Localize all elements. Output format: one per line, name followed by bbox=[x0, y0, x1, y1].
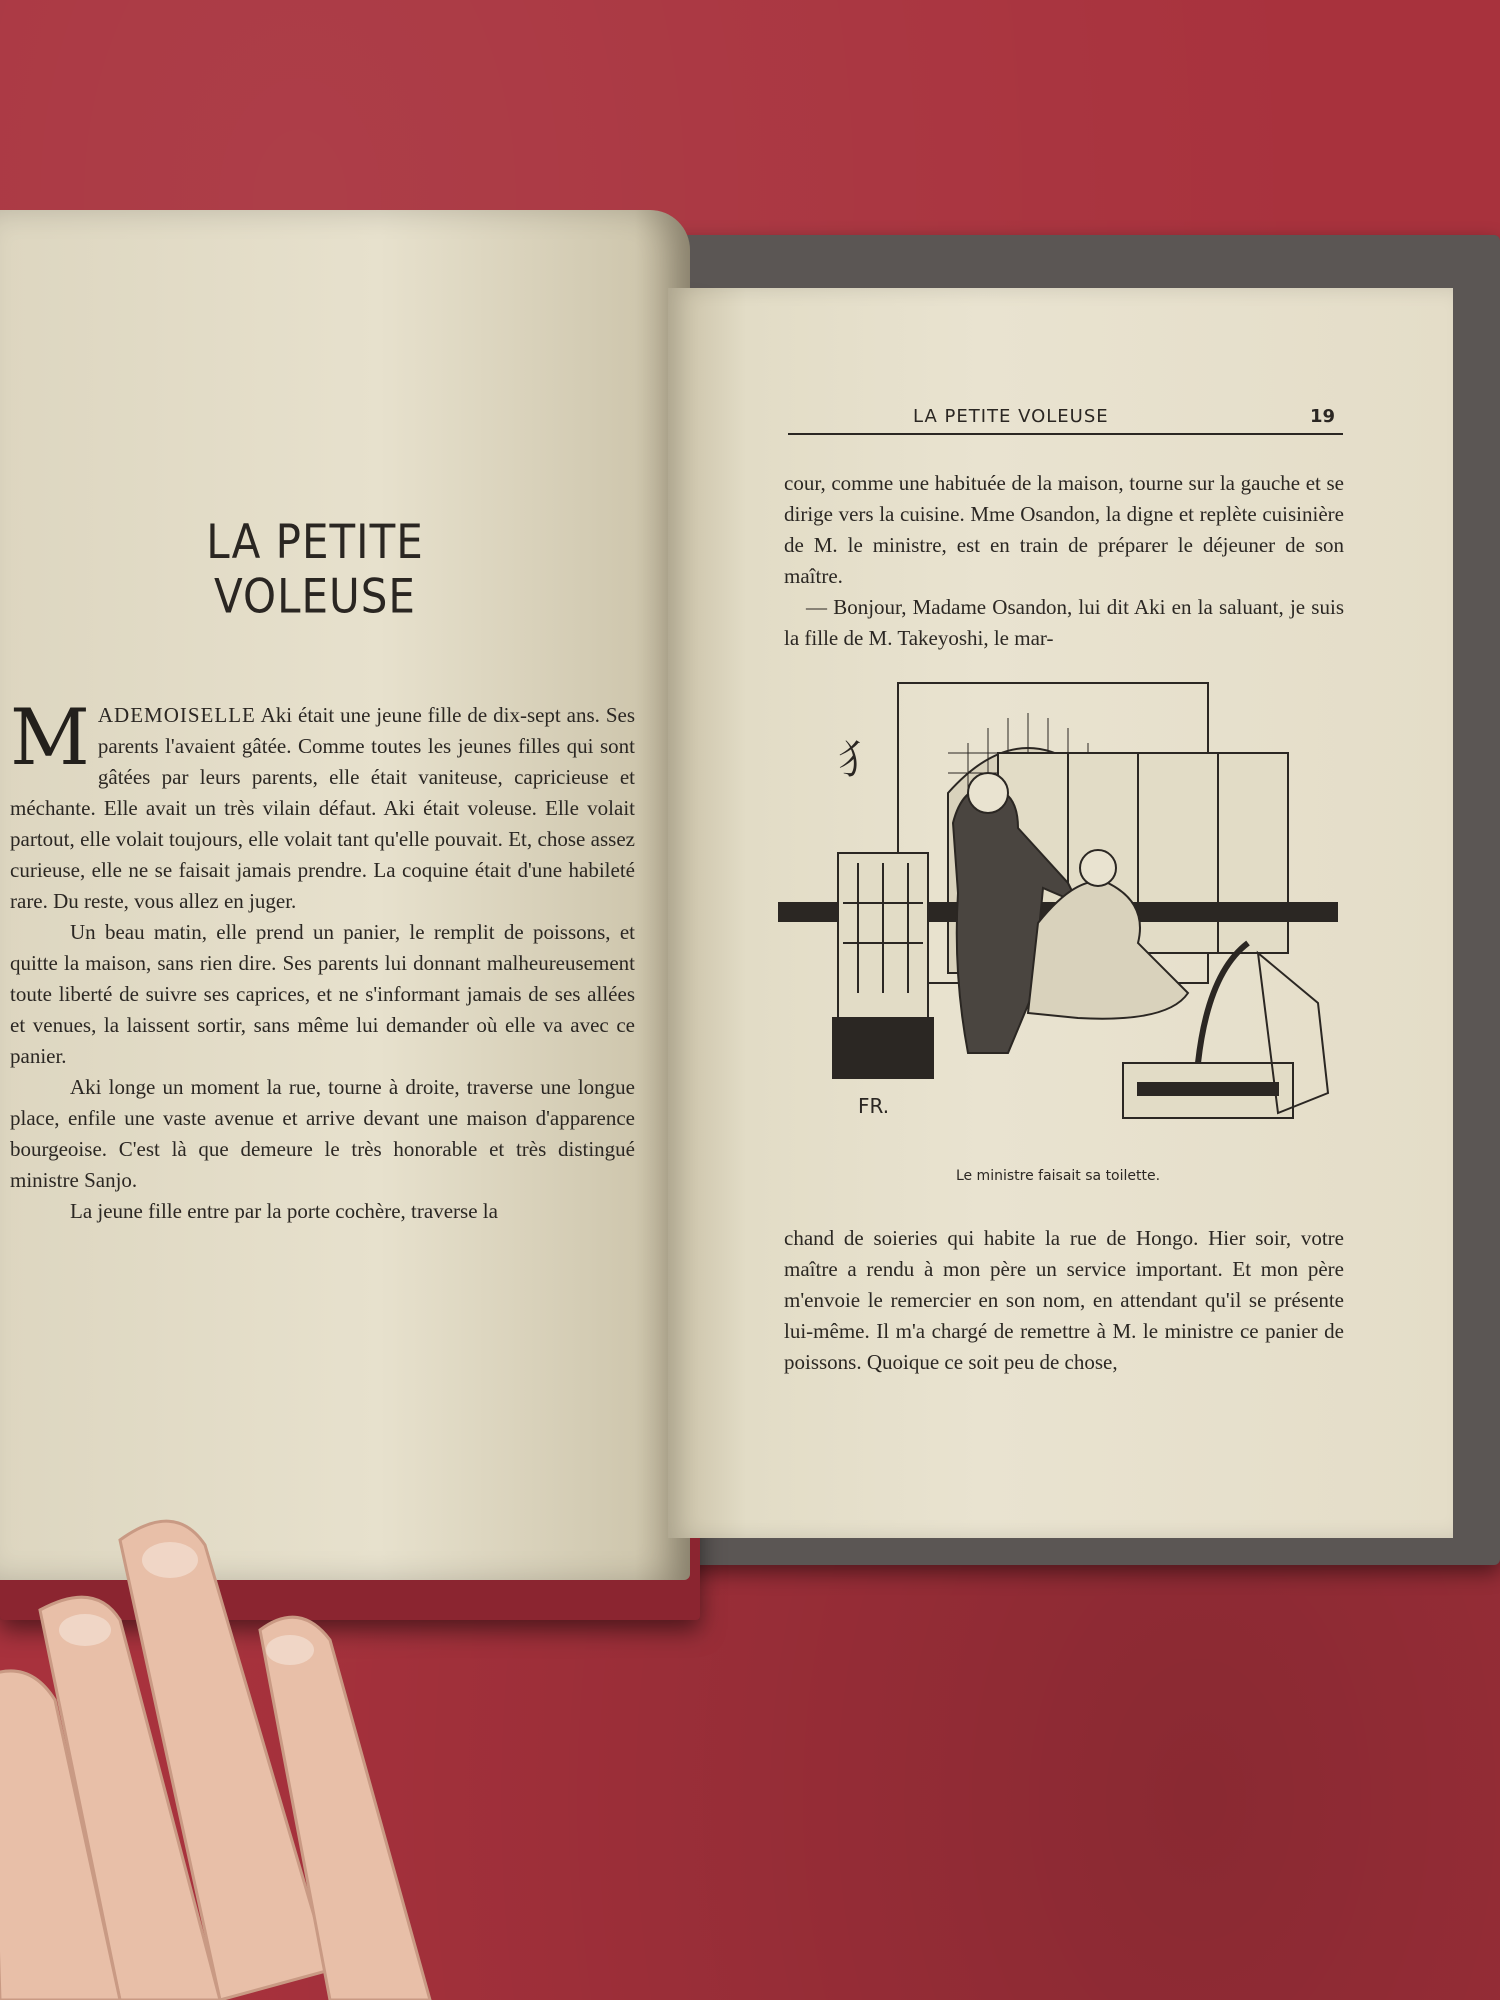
right-bottom-text bbox=[784, 1223, 1344, 1378]
left-body-text bbox=[10, 693, 635, 1227]
left-page bbox=[0, 210, 690, 1580]
bottom-paragraph: chand de soieries qui habite la rue de Hongo. Hier soir, votre maître a rendu à mon père un service important. Et mon père m'envoie le remercier en son nom, en attendant qu'il se présente lui-même. Il m'a chargé de remettre à M. le ministre ce panier de poissons. Quoique ce soit peu de chose, bbox=[784, 1226, 1344, 1374]
first-word: ADEMOISELLE bbox=[97, 703, 256, 727]
paragraph-2: Un beau matin, elle prend un panier, le remplit de poissons, et quitte la maison, sans rien dire. Ses parents lui donnant malheureusement toute liberté de suivre ses caprices, et ne s'informant jamais de ses allées et venues, la laissent sortir, sans même lui demander où elle va avec ce panier. bbox=[10, 920, 635, 1068]
calligraphy-mark: ⺨ bbox=[838, 737, 878, 783]
illustration-minister-toilette bbox=[778, 673, 1338, 1123]
running-title: LA PETITE VOLEUSE bbox=[913, 406, 1109, 427]
right-page bbox=[668, 288, 1453, 1538]
paragraph-3: Aki longe un moment la rue, tourne à droite, traverse une longue place, enfile une vaste avenue et arrive devant une maison d'apparence bourgeoise. C'est là que demeure le très honorable et très distingué ministre Sanjo. bbox=[10, 1075, 635, 1192]
right-top-text bbox=[784, 468, 1344, 654]
page-number: 19 bbox=[1309, 406, 1335, 427]
chapter-title: LA PETITE VOLEUSE bbox=[206, 514, 424, 624]
paragraph-1: Aki était une jeune fille de dix-sept ans. Ses parents l'avaient gâtée. Comme toutes les jeunes filles qui sont gâtées par leurs parents, elle était vaniteuse, capricieuse et méchante. Elle avait un très vilain défaut. Aki était voleuse. Elle volait partout, elle volait toujours, elle volait tant qu'elle pouvait. Et, chose assez curieuse, elle ne se faisait jamais prendre. La coquine était d'une habileté rare. Du reste, vous allez en juger. bbox=[10, 703, 635, 913]
paragraph-4: La jeune fille entre par la porte cochère, traverse la bbox=[70, 1199, 498, 1223]
illustration-signature: FR. bbox=[858, 1094, 890, 1118]
drop-cap: M bbox=[10, 693, 90, 783]
running-head bbox=[788, 406, 1343, 435]
hand-holding-page bbox=[0, 1500, 520, 2000]
illustration-caption: Le ministre faisait sa toilette. bbox=[955, 1168, 1161, 1184]
dialogue-paragraph: — Bonjour, Madame Osandon, lui dit Aki en la saluant, je suis la fille de M. Takeyoshi, le mar- bbox=[784, 595, 1344, 650]
paragraph-continued: cour, comme une habituée de la maison, tourne sur la gauche et se dirige vers la cuisine. Mme Osandon, la digne et replète cuisinière de M. le ministre, est en train de préparer le déjeuner de son maître. bbox=[784, 471, 1344, 588]
